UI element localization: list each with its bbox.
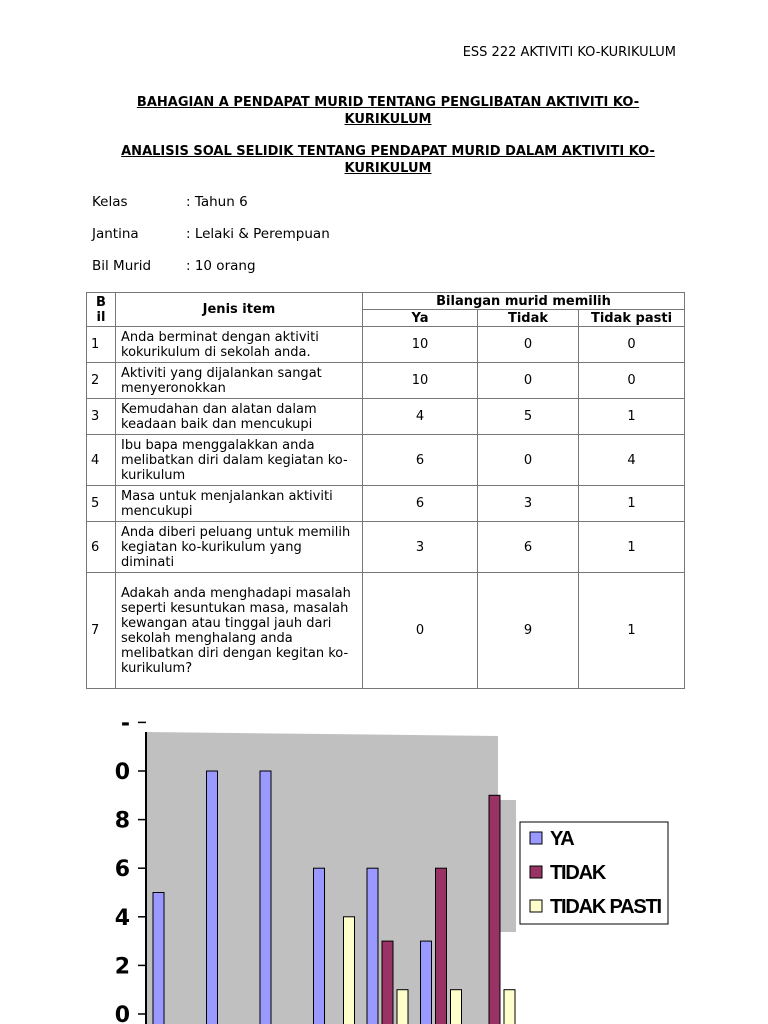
row-item: Anda berminat dengan aktiviti kokurikulum di sekolah anda. [116,327,363,363]
table-row [87,327,685,363]
row-item: Aktiviti yang dijalankan sangat menyeronokkan [116,363,363,399]
legend-label: TIDAK PASTI [550,896,661,918]
bar-ya [314,868,325,1024]
row-tidak: 6 [478,522,579,573]
row-bil: 1 [87,327,116,363]
row-tidak-pasti: 0 [579,327,685,363]
row-bil: 3 [87,399,116,435]
section-title: BAHAGIAN A PENDAPAT MURID TENTANG PENGLIBATAN AKTIVITI KO-KURIKULUM [136,95,640,127]
bar-tidak [436,868,447,1024]
table-row [87,573,685,689]
meta-value: : Lelaki & Perempuan [186,226,330,242]
row-item: Masa untuk menjalankan aktiviti mencukupi [116,486,363,522]
bar-ya [207,771,218,1024]
meta-key: Jantina [92,226,139,242]
bar-ya [367,868,378,1024]
row-tidak: 0 [478,435,579,486]
col-header-ya: Ya [363,310,478,327]
table-row [87,363,685,399]
meta-key: Bil Murid [92,258,152,274]
row-ya: 4 [363,399,478,435]
meta-bil-murid [92,258,256,274]
y-tick-label: 2 [114,954,130,980]
table-row [87,399,685,435]
legend-swatch [530,866,542,878]
legend-swatch [530,832,542,844]
legend [520,822,668,924]
row-ya: 6 [363,486,478,522]
y-tick-label: 0 [114,1003,130,1024]
y-tick-label: 8 [114,808,130,834]
row-tidak: 5 [478,399,579,435]
bar-ya [153,893,164,1024]
document-header: ESS 222 AKTIVITI KO-KURIKULUM [462,45,676,60]
table-row [87,486,685,522]
meta-jantina [92,226,330,242]
table-row [87,522,685,573]
row-tidak-pasti: 1 [579,573,685,689]
y-tick-label: 0 [114,760,130,785]
y-tick-label: 4 [114,905,130,931]
bar-tidak-pasti [344,917,355,1024]
row-item: Anda diberi peluang untuk memilih kegiatan ko-kurikulum yang diminati [116,522,363,573]
y-tick-label: 6 [114,857,130,883]
bar-tidak [382,941,393,1024]
col-header-group: Bilangan murid memilih [363,293,685,310]
row-tidak: 0 [478,363,579,399]
row-tidak: 0 [478,327,579,363]
row-tidak: 9 [478,573,579,689]
bar-tidak-pasti [504,990,515,1024]
bar-tidak-pasti [451,990,462,1024]
row-bil: 7 [87,573,116,689]
row-bil: 4 [87,435,116,486]
row-ya: 3 [363,522,478,573]
row-item: Adakah anda menghadapi masalah seperti kesuntukan masa, masalah kewangan atau tinggal jauh dari sekolah menghalang anda melibatkan diri dengan kegitan ko-kurikulum? [116,573,363,689]
bar-chart [0,720,768,1024]
survey-table [86,292,685,689]
legend-label: YA [550,828,574,850]
bar-ya [421,941,432,1024]
bar-tidak [489,795,500,1024]
row-bil: 2 [87,363,116,399]
row-tidak-pasti: 1 [579,522,685,573]
col-header-bil: B il [87,293,116,327]
row-bil: 5 [87,486,116,522]
col-header-tidak-pasti: Tidak pasti [579,310,685,327]
row-item: Kemudahan dan alatan dalam keadaan baik dan mencukupi [116,399,363,435]
y-tick-label: - [120,720,130,737]
meta-kelas [92,194,248,210]
row-ya: 0 [363,573,478,689]
bar-ya [260,771,271,1024]
row-tidak: 3 [478,486,579,522]
row-tidak-pasti: 1 [579,399,685,435]
legend-swatch [530,900,542,912]
row-ya: 10 [363,327,478,363]
legend-label: TIDAK [550,862,606,884]
row-ya: 10 [363,363,478,399]
bar-tidak-pasti [397,990,408,1024]
plot-area-edge [498,800,516,932]
row-bil: 6 [87,522,116,573]
meta-key: Kelas [92,194,128,210]
meta-value: : Tahun 6 [186,194,248,210]
table-row [87,435,685,486]
row-item: Ibu bapa menggalakkan anda melibatkan diri dalam kegiatan ko-kurikulum [116,435,363,486]
col-header-item: Jenis item [116,293,363,327]
row-tidak-pasti: 0 [579,363,685,399]
row-tidak-pasti: 1 [579,486,685,522]
row-ya: 6 [363,435,478,486]
col-header-tidak: Tidak [478,310,579,327]
row-tidak-pasti: 4 [579,435,685,486]
analysis-title: ANALISIS SOAL SELIDIK TENTANG PENDAPAT MURID DALAM AKTIVITI KO-KURIKULUM [121,144,655,176]
meta-value: : 10 orang [186,258,256,274]
